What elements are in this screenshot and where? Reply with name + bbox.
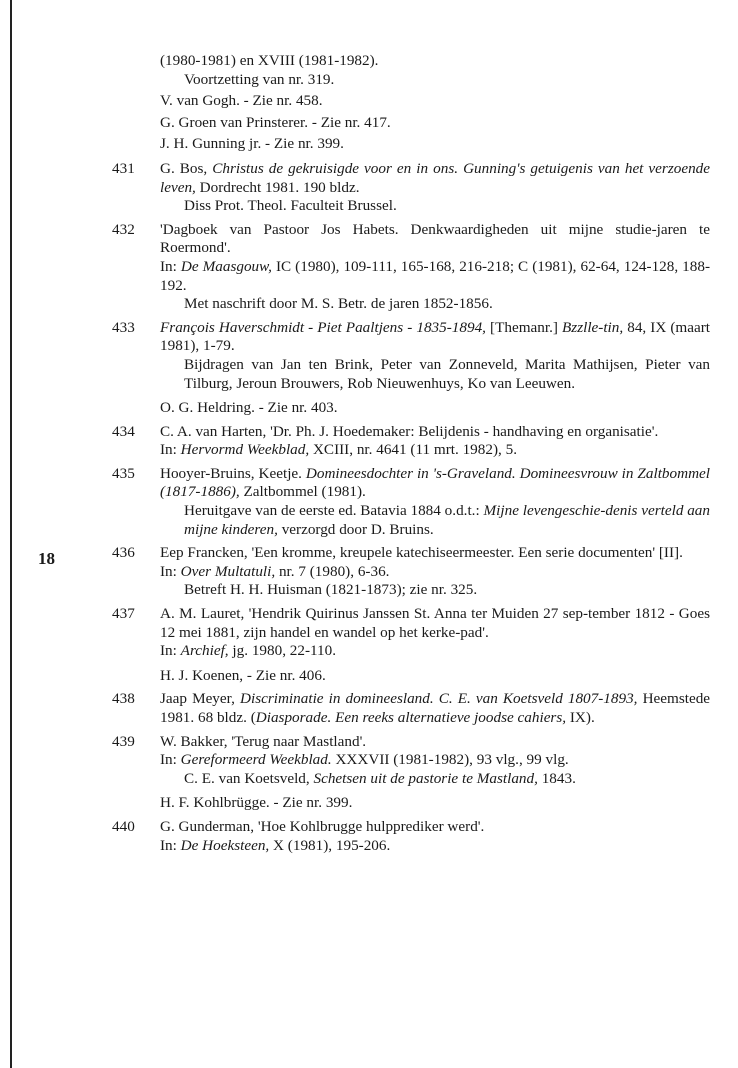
entry-440 [112, 818, 712, 855]
entry-theme: [Themanr.] [490, 318, 558, 336]
entry-437 [112, 605, 712, 685]
entry-434 [112, 423, 712, 460]
cross-reference: O. G. Heldring. - Zie nr. 403. [160, 399, 338, 417]
entry-number: 440 [112, 817, 135, 835]
entry-source: In: De Maasgouw, IC (1980), 109-111, 165-168, 216-218; C (1981), 62-64, 124-128, 188-192. [160, 257, 710, 294]
entry-source: In: De Hoeksteen, X (1981), 195-206. [160, 836, 391, 854]
cross-reference: J. H. Gunning jr. - Zie nr. 399. [160, 135, 344, 153]
entry-publication: Zaltbommel (1981). [243, 483, 366, 501]
entry-number: 436 [112, 544, 135, 562]
entry-source: In: Archief, jg. 1980, 22-110. [160, 642, 337, 660]
entry-436 [112, 544, 712, 600]
entry-note: C. E. van Koetsveld, Schetsen uit de pastorie te Mastland, 1843. [184, 769, 576, 787]
continuation-block [112, 52, 712, 154]
entry-title: Domineesdochter in 's-Graveland. Domineesvrouw in Zaltbommel (1817-1886), [160, 464, 710, 501]
entry-note: Diss Prot. Theol. Faculteit Brussel. [184, 197, 397, 215]
entry-number: 431 [112, 159, 135, 177]
entry-431 [112, 160, 712, 216]
entry-journal: De Hoeksteen, [180, 836, 270, 854]
entry-text: G. Gunderman, 'Hoe Kohlbrugge hulpprediker werd'. [160, 817, 485, 835]
entry-journal: Archief, [180, 642, 229, 660]
entry-432 [112, 221, 712, 314]
left-margin-rule [10, 0, 12, 1068]
entry-number: 439 [112, 732, 135, 750]
entry-reference: nr. 7 (1980), 6-36. [278, 562, 390, 580]
entry-author: G. Bos, [160, 159, 208, 177]
entry-note: Betreft H. H. Huisman (1821-1873); zie nr. 325. [184, 581, 478, 599]
bibliography-content [112, 52, 712, 860]
entry-reference: X (1981), 195-206. [273, 836, 391, 854]
entry-number: 432 [112, 220, 135, 238]
entry-reference: XCIII, nr. 4641 (11 mrt. 1982), 5. [312, 441, 517, 459]
entry-journal: De Maasgouw, [180, 257, 272, 275]
entry-number: 437 [112, 605, 135, 623]
entry-title: 'Dagboek van Pastoor Jos Habets. Denkwaardigheden uit mijne studie-jaren te Roermond'. [160, 220, 710, 257]
page-number: 18 [38, 549, 55, 568]
entry-reference: jg. 1980, 22-110. [232, 642, 337, 660]
entry-text: C. A. van Harten, 'Dr. Ph. J. Hoedemaker: Belijdenis - handhaving en organisatie'. [160, 422, 659, 440]
entry-435 [112, 465, 712, 539]
entry-author: Jaap Meyer, [160, 690, 235, 708]
entry-reference: IC (1980), 109-111, 165-168, 216-218; C (1981), 62-64, 124-128, 188-192. [160, 257, 710, 294]
entry-number: 435 [112, 464, 135, 482]
cross-reference: G. Groen van Prinsterer. - Zie nr. 417. [160, 113, 391, 131]
entry-438 [112, 690, 712, 727]
entry-reference: XXXVII (1981-1982), 93 vlg., 99 vlg. [335, 751, 569, 769]
continuation-note: Voortzetting van nr. 319. [184, 70, 335, 88]
entry-number: 438 [112, 690, 135, 708]
entry-note: Heruitgave van de eerste ed. Batavia 1884 o.d.t.: Mijne levengeschie-denis verteld aan mijne kinderen, verzorgd door D. Bruins. [184, 502, 710, 538]
entry-journal: Hervormd Weekblad, [180, 441, 310, 459]
entry-title: François Haverschmidt - Piet Paaltjens - 1835-1894, [160, 318, 486, 336]
entry-series: Diasporade. Een reeks alternatieve joodse cahiers, [255, 709, 567, 726]
entry-journal: Over Multatuli, [180, 562, 276, 580]
entry-number: 434 [112, 422, 135, 440]
entry-433 [112, 319, 712, 418]
entry-text: W. Bakker, 'Terug naar Mastland'. [160, 732, 367, 750]
entry-source: In: Gereformeerd Weekblad. XXXVII (1981-1982), 93 vlg., 99 vlg. [160, 751, 569, 769]
entry-note: Met naschrift door M. S. Betr. de jaren 1852-1856. [184, 295, 493, 313]
entry-text: Eep Francken, 'Een kromme, kreupele katechiseermeester. Een serie documenten' [II]. [160, 544, 683, 562]
entry-source: In: Over Multatuli, nr. 7 (1980), 6-36. [160, 562, 390, 580]
entry-journal: Gereformeerd Weekblad. [180, 751, 332, 769]
continuation-line: (1980-1981) en XVIII (1981-1982). [160, 52, 379, 69]
entry-reference: 84, IX (maart 1981), 1-79. [160, 318, 710, 355]
entry-source: In: Hervormd Weekblad, XCIII, nr. 4641 (11 mrt. 1982), 5. [160, 441, 517, 459]
cross-reference: H. F. Kohlbrügge. - Zie nr. 399. [160, 794, 353, 812]
entry-number: 433 [112, 318, 135, 336]
entry-author: Hooyer-Bruins, Keetje. [160, 464, 302, 482]
entry-publication: Dordrecht 1981. 190 bldz. [199, 178, 360, 196]
entry-publication: Heemstede 1981. 68 bldz. ( [160, 690, 711, 726]
entry-text: A. M. Lauret, 'Hendrik Quirinus Janssen St. Anna ter Muiden 27 sep-tember 1812 - Goes 12 mei 1881, zijn handel en wandel op het kerke-pad'. [160, 605, 710, 641]
cross-reference: H. J. Koenen, - Zie nr. 406. [160, 666, 326, 684]
entry-439 [112, 733, 712, 813]
entry-journal: Bzzlle-tin, [562, 318, 624, 336]
entry-title: Discriminatie in domineesland. C. E. van Koetsveld 1807-1893, [240, 690, 638, 708]
entry-title: Christus de gekruisigde voor en in ons. Gunning's getuigenis van het verzoende leven, [160, 159, 711, 196]
entry-series-end: IX). [569, 709, 595, 726]
entry-note: Bijdragen van Jan ten Brink, Peter van Zonneveld, Marita Mathijsen, Pieter van Tilburg, Jeroun Brouwers, Rob Nieuwenhuys, Ko van Leeuwen. [184, 355, 710, 392]
cross-reference: V. van Gogh. - Zie nr. 458. [160, 92, 323, 110]
